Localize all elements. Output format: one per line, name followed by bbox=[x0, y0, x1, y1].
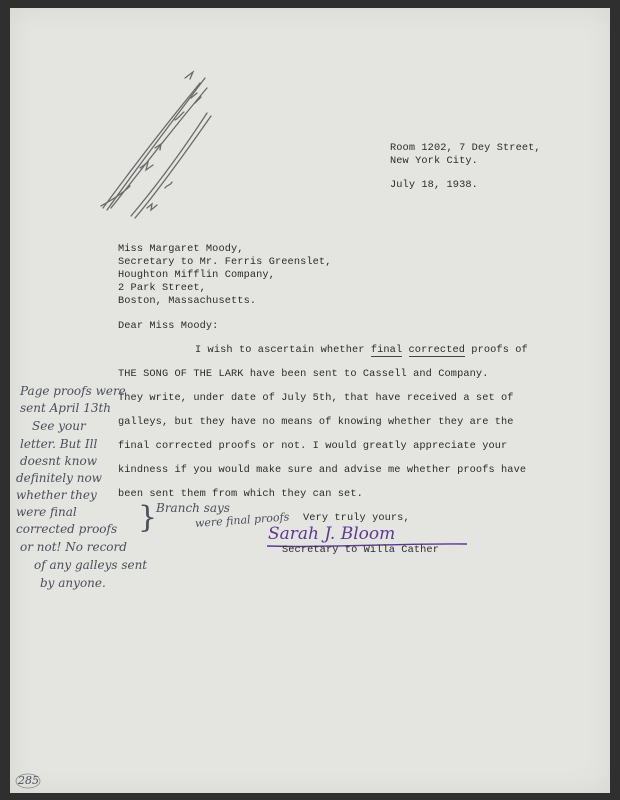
sender-address-line1: Room 1202, 7 Dey Street, bbox=[390, 142, 541, 154]
recipient-line: Houghton Mifflin Company, bbox=[118, 269, 275, 281]
body-line-7: been sent them from which they can set. bbox=[118, 488, 363, 500]
underlined-word-final: final bbox=[370, 344, 403, 356]
margin-note-line: Page proofs were bbox=[20, 384, 126, 398]
handwritten-signature: Sarah J. Bloom bbox=[268, 524, 396, 544]
margin-note-line: were final bbox=[16, 505, 77, 519]
margin-note-line: of any galleys sent bbox=[34, 558, 148, 572]
body-text: proofs of bbox=[465, 344, 528, 356]
body-text: I wish to ascertain whether bbox=[195, 344, 371, 356]
letter-page bbox=[10, 8, 610, 793]
margin-note-brace: } bbox=[138, 500, 158, 535]
recipient-line: Miss Margaret Moody, bbox=[118, 243, 244, 255]
underlined-word-corrected: corrected bbox=[408, 344, 466, 356]
page-number-circle bbox=[14, 772, 42, 790]
margin-note-line: letter. But Ill bbox=[20, 437, 98, 451]
body-line-2: THE SONG OF THE LARK have been sent to Cassell and Company. bbox=[118, 368, 489, 380]
letter-date: July 18, 1938. bbox=[390, 179, 478, 191]
body-line-3: They write, under date of July 5th, that have received a set of bbox=[118, 392, 514, 404]
pencil-scribble-mark bbox=[95, 58, 225, 228]
margin-note-aside: were final proofs bbox=[194, 510, 290, 530]
signature-title: Secretary to Willa Cather bbox=[282, 544, 439, 556]
recipient-line: 2 Park Street, bbox=[118, 282, 206, 294]
body-line-4: galleys, but they have no means of knowing whether they are the bbox=[118, 416, 514, 428]
salutation: Dear Miss Moody: bbox=[118, 320, 219, 332]
margin-note-line: by anyone. bbox=[40, 576, 106, 590]
sender-address-line2: New York City. bbox=[390, 155, 478, 167]
closing: Very truly yours, bbox=[303, 512, 410, 524]
margin-note-line: definitely now bbox=[16, 471, 102, 485]
margin-note-line: See your bbox=[32, 419, 86, 433]
body-line-1 bbox=[195, 344, 528, 356]
margin-note-line: sent April 13th bbox=[20, 401, 112, 415]
archive-page-number: 285 bbox=[18, 774, 39, 787]
recipient-line: Secretary to Mr. Ferris Greenslet, bbox=[118, 256, 332, 268]
margin-note-line: doesnt know bbox=[20, 454, 98, 468]
margin-note-line: corrected proofs bbox=[16, 522, 118, 536]
margin-note-aside: Branch says bbox=[156, 501, 230, 515]
margin-note-line: or not! No record bbox=[20, 540, 127, 554]
body-line-6: kindness if you would make sure and advise me whether proofs have bbox=[118, 464, 527, 476]
margin-note-line: whether they bbox=[16, 488, 97, 502]
recipient-line: Boston, Massachusetts. bbox=[118, 295, 257, 307]
body-line-5: final corrected proofs or not. I would greatly appreciate your bbox=[118, 440, 508, 452]
